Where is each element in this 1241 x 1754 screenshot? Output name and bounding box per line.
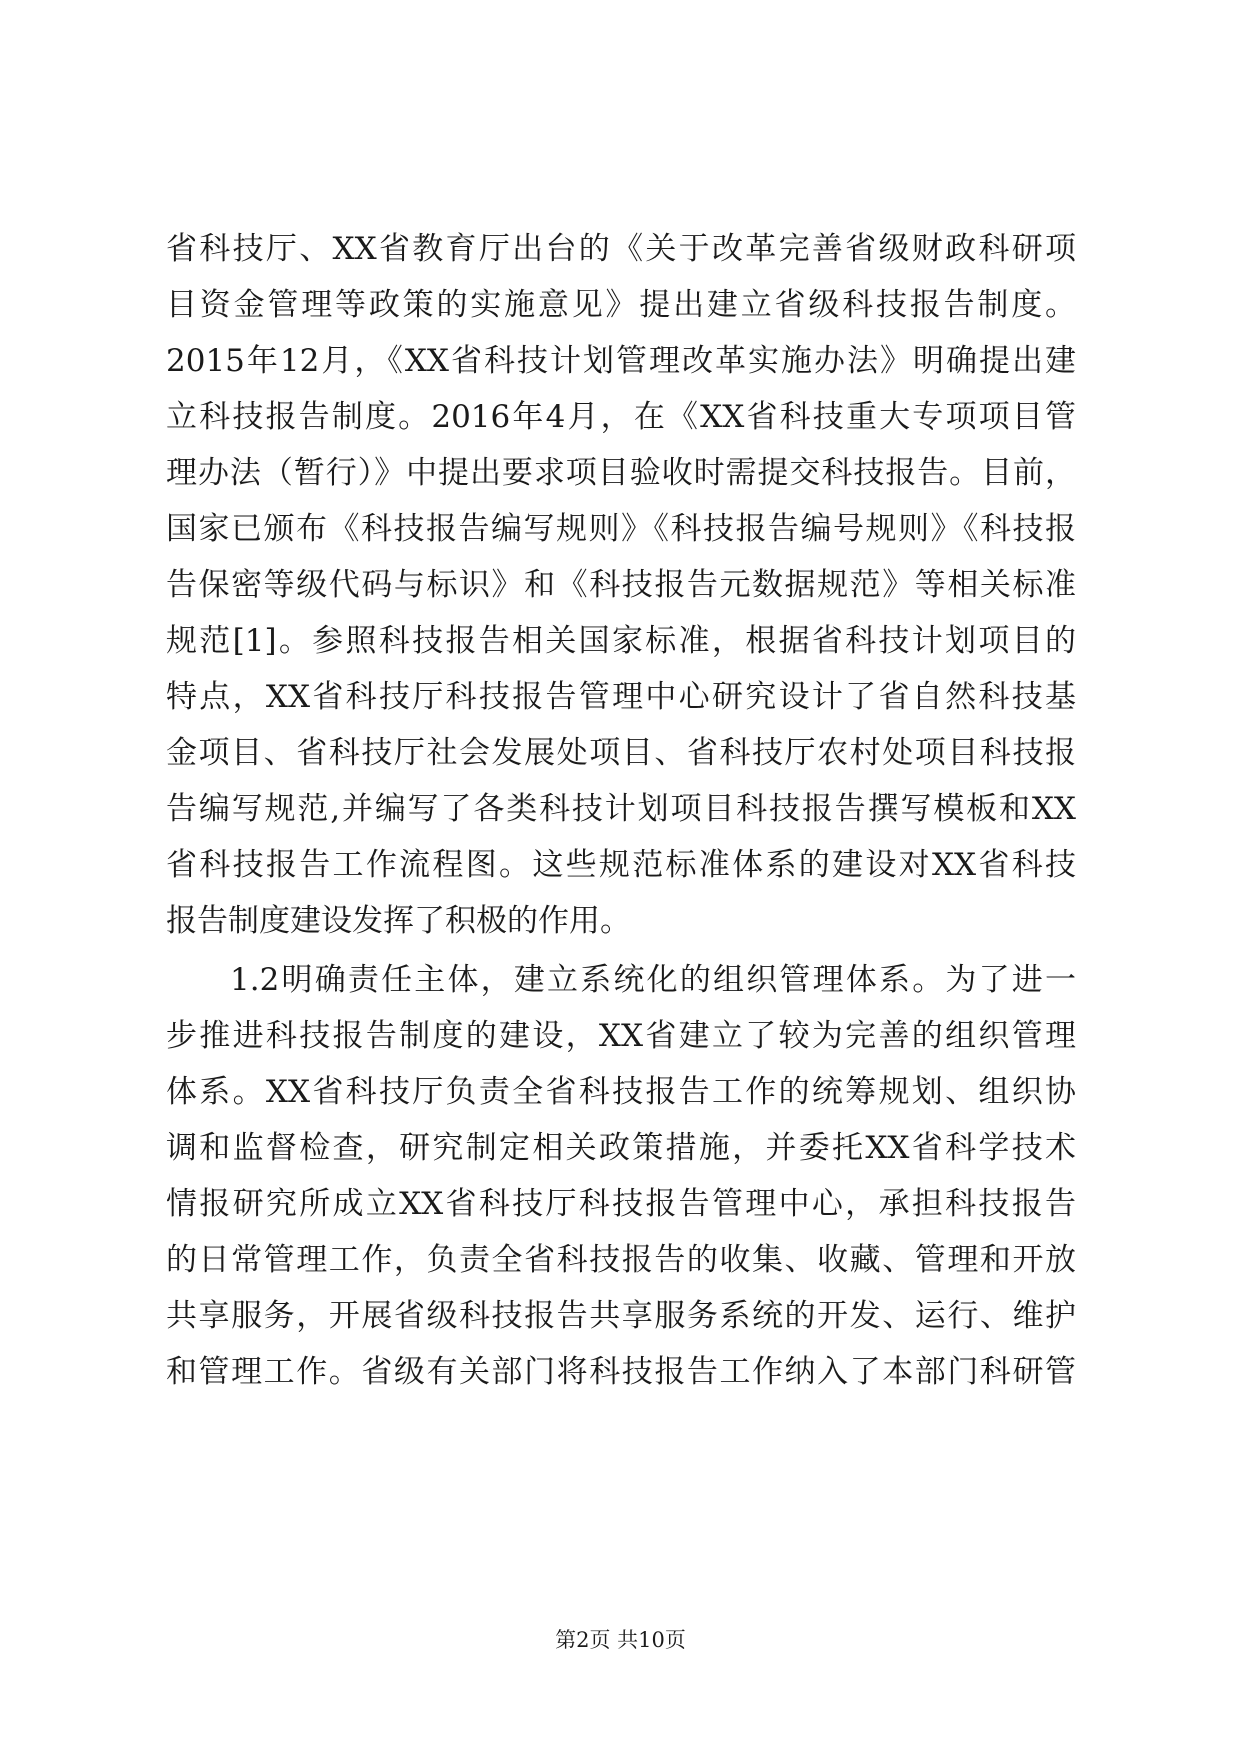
text-line: 情报研究所成立XX省科技厅科技报告管理中心，承担科技报告 <box>166 1186 1076 1222</box>
text-line: 国家已颁布《科技报告编写规则》《科技报告编号规则》《科技报 <box>166 511 1076 547</box>
text-line: 告保密等级代码与标识》和《科技报告元数据规范》等相关标准 <box>166 567 1076 603</box>
text-line: 金项目、省科技厅社会发展处项目、省科技厅农村处项目科技报 <box>166 735 1076 771</box>
text-line: 调和监督检查，研究制定相关政策措施，并委托XX省科学技术 <box>166 1130 1076 1166</box>
text-line: 省科技厅、XX省教育厅出台的《关于改革完善省级财政科研项 <box>166 231 1076 267</box>
text-line: 报告制度建设发挥了积极的作用。 <box>166 903 631 939</box>
page-number-footer: 第2页 共10页 <box>555 1628 686 1652</box>
text-line: 共享服务，开展省级科技报告共享服务系统的开发、运行、维护 <box>166 1298 1076 1334</box>
text-line: 和管理工作。省级有关部门将科技报告工作纳入了本部门科研管 <box>166 1354 1076 1390</box>
text-line: 立科技报告制度。2016年4月，在《XX省科技重大专项项目管 <box>166 399 1076 435</box>
text-line: 理办法（暂行）》中提出要求项目验收时需提交科技报告。目前， <box>166 455 1076 491</box>
text-line: 特点，XX省科技厅科技报告管理中心研究设计了省自然科技基 <box>166 679 1076 715</box>
text-line: 省科技报告工作流程图。这些规范标准体系的建设对XX省科技 <box>166 847 1076 883</box>
text-line: 2015年12月，《XX省科技计划管理改革实施办法》明确提出建 <box>166 343 1076 379</box>
text-line: 步推进科技报告制度的建设，XX省建立了较为完善的组织管理 <box>166 1018 1076 1054</box>
text-line: 规范[1]。参照科技报告相关国家标准，根据省科技计划项目的 <box>166 623 1076 659</box>
section-heading-line: 1.2明确责任主体，建立系统化的组织管理体系。为了进一 <box>230 962 1076 998</box>
text-line: 目资金管理等政策的实施意见》提出建立省级科技报告制度。 <box>166 287 1076 323</box>
text-line: 告编写规范,并编写了各类科技计划项目科技报告撰写模板和XX <box>166 791 1076 827</box>
text-line: 的日常管理工作，负责全省科技报告的收集、收藏、管理和开放 <box>166 1242 1076 1278</box>
text-line: 体系。XX省科技厅负责全省科技报告工作的统筹规划、组织协 <box>166 1074 1076 1110</box>
